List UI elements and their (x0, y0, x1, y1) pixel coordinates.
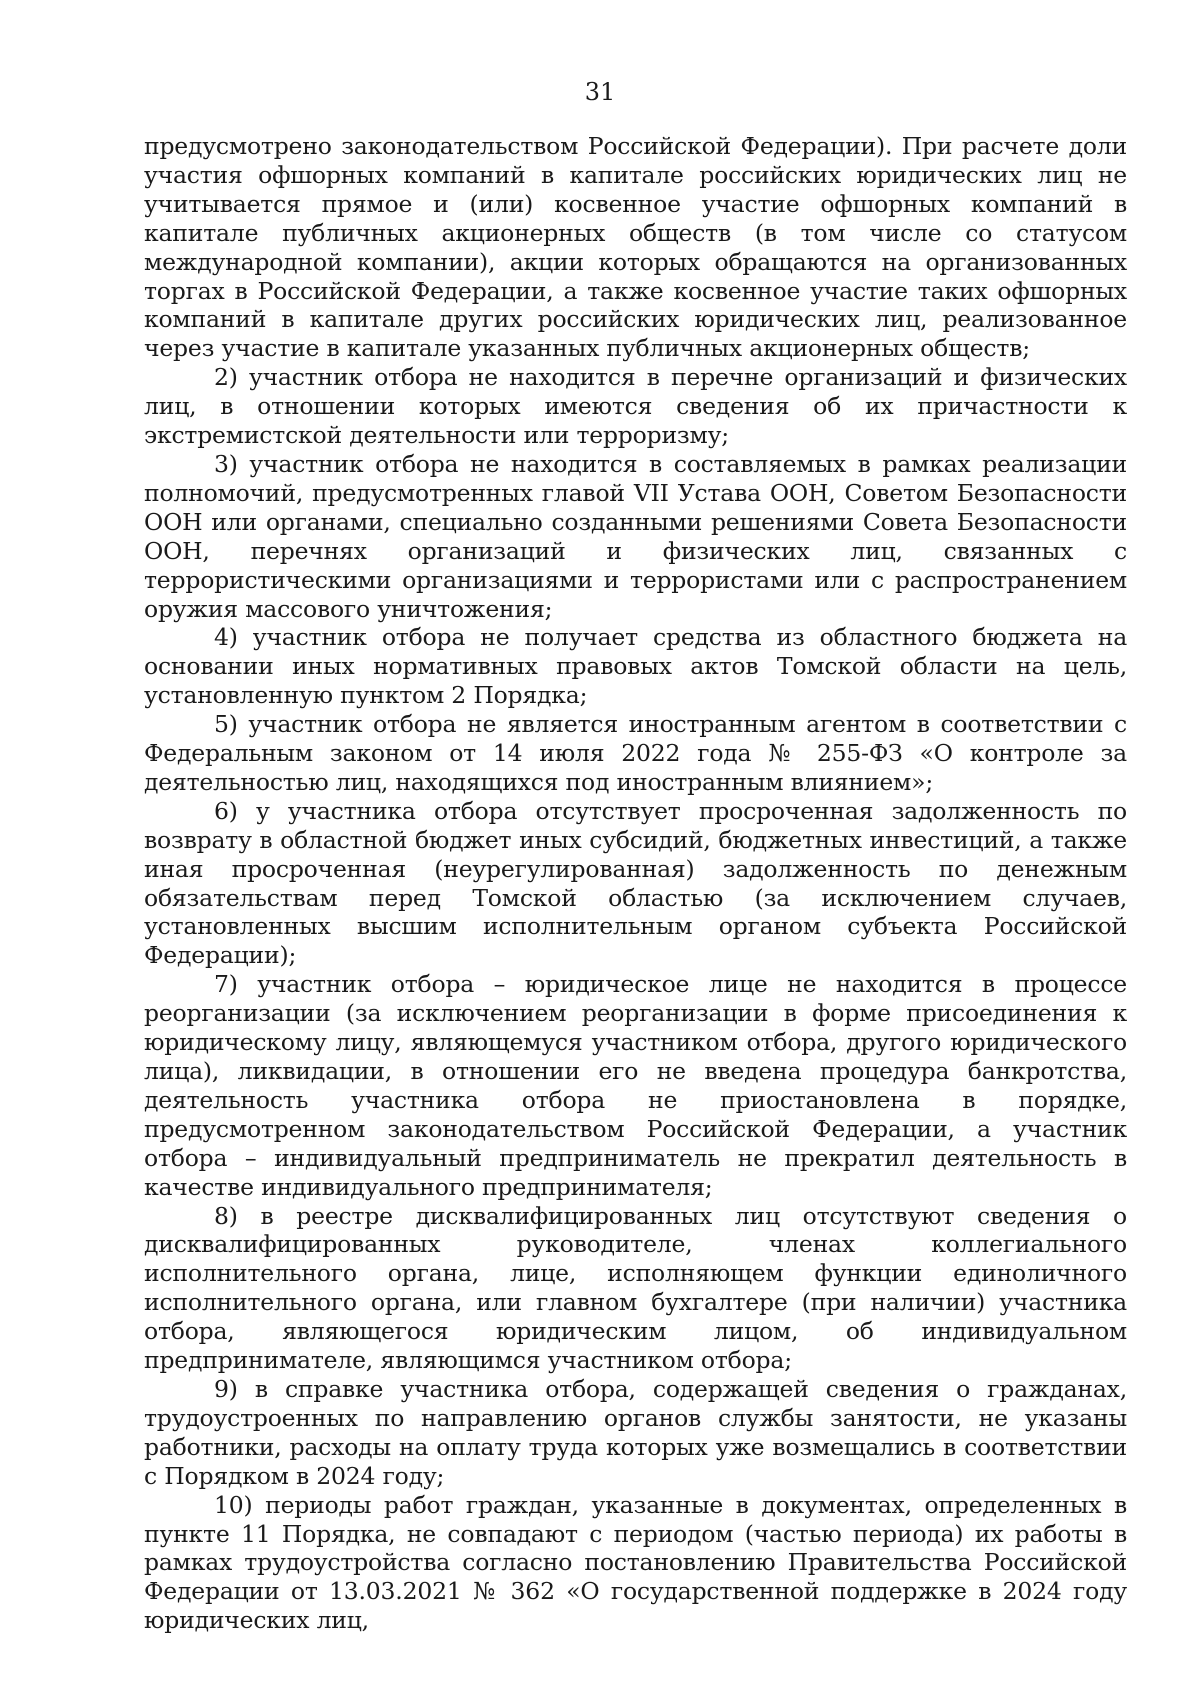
paragraph-item-4: 4) участник отбора не получает средства из областного бюджета на основании иных нормативных правовых актов Томской области на цель, установленную пунктом 2 Порядка; (144, 623, 1127, 710)
paragraph-offshore-participation: предусмотрено законодательством Российской Федерации). При расчете доли участия офшорных компаний в капитале российских юридических лиц не учитывается прямое и (или) косвенное участие офшорных компаний в капитале публичных акционерных обществ (в том числе со статусом международной компании), акции которых обращаются на организованных торгах в Российской Федерации, а также косвенное участие таких офшорных компаний в капитале других российских юридических лиц, реализованное через участие в капитале указанных публичных акционерных обществ; (144, 132, 1127, 363)
paragraph-item-9: 9) в справке участника отбора, содержащей сведения о гражданах, трудоустроенных по направлению органов службы занятости, не указаны работники, расходы на оплату труда которых уже возмещались в соответствии с Порядком в 2024 году; (144, 1374, 1127, 1490)
document-body (144, 132, 1127, 1635)
paragraph-item-7: 7) участник отбора – юридическое лице не находится в процессе реорганизации (за исключением реорганизации в форме присоединения к юридическому лицу, являющемуся участником отбора, другого юридического лица), ликвидации, в отношении его не введена процедура банкротства, деятельность участника отбора не приостановлена в порядке, предусмотренном законодательством Российской Федерации, а участник отбора – индивидуальный предприниматель не прекратил деятельность в качестве индивидуального предпринимателя; (144, 970, 1127, 1201)
paragraph-item-5: 5) участник отбора не является иностранным агентом в соответствии с Федеральным законом от 14 июля 2022 года № 255-ФЗ «О контроле за деятельностью лиц, находящихся под иностранным влиянием»; (144, 710, 1127, 796)
paragraph-item-6: 6) у участника отбора отсутствует просроченная задолженность по возврату в областной бюджет иных субсидий, бюджетных инвестиций, а также иная просроченная (неурегулированная) задолженность по денежным обязательствам перед Томской областью (за исключением случаев, установленных высшим исполнительным органом субъекта Российской Федерации); (144, 796, 1127, 970)
paragraph-item-3: 3) участник отбора не находится в составляемых в рамках реализации полномочий, предусмотренных главой VII Устава ООН, Советом Безопасности ООН или органами, специально созданными решениями Совета Безопасности ООН, перечнях организаций и физических лиц, связанных с террористическими организациями и террористами или с распространением оружия массового уничтожения; (144, 449, 1127, 623)
paragraph-item-8: 8) в реестре дисквалифицированных лиц отсутствуют сведения о дисквалифицированных руководителе, членах коллегиального исполнительного органа, лице, исполняющем функции единоличного исполнительного органа, или главном бухгалтере (при наличии) участника отбора, являющегося юридическим лицом, об индивидуальном предпринимателе, являющимся участником отбора; (144, 1201, 1127, 1375)
page-number: 31 (584, 78, 616, 106)
paragraph-item-10: 10) периоды работ граждан, указанные в документах, определенных в пункте 11 Порядка, не совпадают с периодом (частью периода) их работы в рамках трудоустройства согласно постановлению Правительства Российской Федерации от 13.03.2021 № 362 «О государственной поддержке в 2024 году юридических лиц, (144, 1490, 1127, 1635)
paragraph-item-2: 2) участник отбора не находится в перечне организаций и физических лиц, в отношении которых имеются сведения об их причастности к экстремистской деятельности или терроризму; (144, 363, 1127, 450)
